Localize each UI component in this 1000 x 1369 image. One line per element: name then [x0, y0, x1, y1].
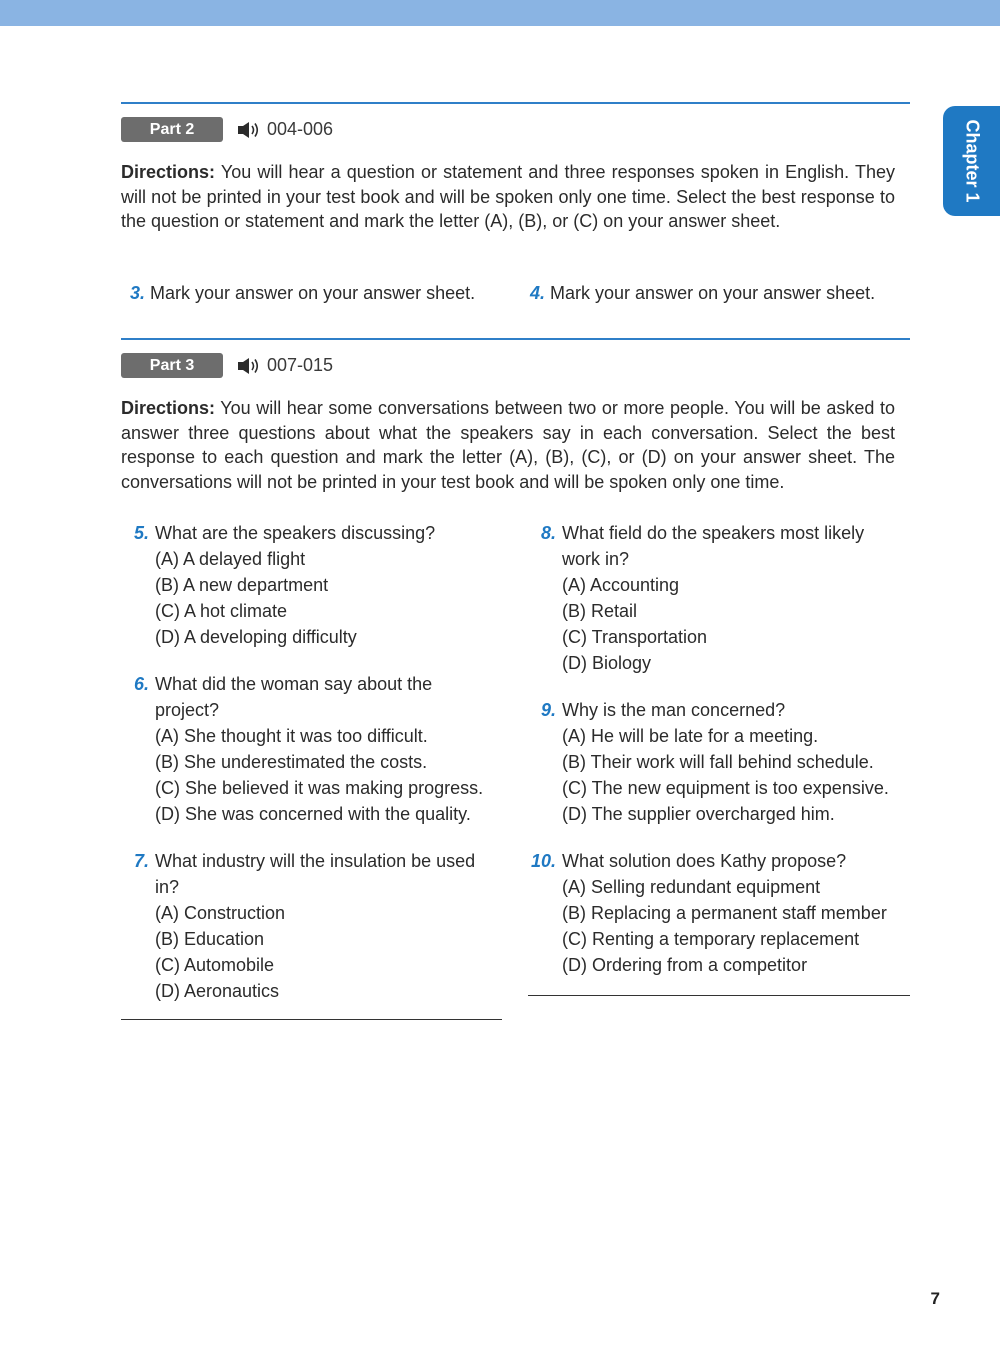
- option-c: (C) Transportation: [562, 627, 708, 647]
- part3-directions: [121, 396, 895, 494]
- option-c: (C) She believed it was making progress.: [155, 778, 484, 798]
- question-text: What solution does Kathy propose?: [562, 851, 847, 871]
- option-b: (B) Retail: [562, 601, 638, 621]
- question-text-continued: project?: [155, 700, 220, 720]
- option-c: (C) Automobile: [155, 955, 275, 975]
- question-3: [130, 281, 475, 305]
- speaker-icon: [237, 357, 261, 375]
- speaker-icon: [237, 121, 261, 139]
- part2-directions-label: Directions:: [121, 162, 216, 182]
- question-text: Why is the man concerned?: [562, 700, 786, 720]
- part2-divider: [121, 102, 910, 104]
- left-column-end-rule: [121, 1019, 502, 1020]
- option-a: (A) She thought it was too difficult.: [155, 726, 428, 746]
- question-number: 3.: [130, 283, 146, 303]
- question-number: 8.: [540, 523, 556, 543]
- option-d: (D) She was concerned with the quality.: [155, 804, 471, 824]
- option-a: (A) Selling redundant equipment: [562, 877, 821, 897]
- part3-divider: [121, 338, 910, 340]
- option-a: (A) He will be late for a meeting.: [562, 726, 819, 746]
- question-text-continued: in?: [155, 877, 180, 897]
- part2-track-number: 004-006: [267, 119, 334, 139]
- part3-track-number: 007-015: [267, 355, 334, 375]
- option-c: (C) Renting a temporary replacement: [562, 929, 860, 949]
- part2-audio[interactable]: [237, 117, 333, 142]
- question-text: Mark your answer on your answer sheet.: [550, 283, 876, 303]
- option-d: (D) The supplier overcharged him.: [562, 804, 835, 824]
- question-number: 10.: [530, 851, 556, 871]
- question-number: 9.: [540, 700, 556, 720]
- part2-directions-text: You will hear a question or statement and three responses spoken in English. They will not be printed in your test book and will be spoken only one time. Select the best response to the question or statement and mark the letter (A), (B), or (C) on your answer sheet.: [121, 162, 895, 231]
- option-b: (B) Education: [155, 929, 265, 949]
- chapter-tab-label: Chapter 1: [962, 119, 982, 203]
- option-b: (B) A new department: [155, 575, 329, 595]
- top-color-bar: [0, 0, 1000, 26]
- question-text: What did the woman say about the: [155, 674, 433, 694]
- option-c: (C) The new equipment is too expensive.: [562, 778, 889, 798]
- question-text: What industry will the insulation be used: [155, 851, 476, 871]
- question-4: [530, 281, 875, 305]
- option-d: (D) Ordering from a competitor: [562, 955, 808, 975]
- question-text-continued: work in?: [562, 549, 630, 569]
- question-text: What are the speakers discussing?: [155, 523, 436, 543]
- page-number: 7: [930, 1289, 940, 1308]
- question-text: Mark your answer on your answer sheet.: [150, 283, 476, 303]
- question-number: 5.: [133, 523, 149, 543]
- part3-badge: Part 3: [121, 353, 223, 378]
- part3-directions-label: Directions:: [121, 398, 216, 418]
- option-b: (B) Replacing a permanent staff member: [562, 903, 887, 923]
- right-column-end-rule: [528, 995, 910, 996]
- part3-directions-text: You will hear some conversations between two or more people. You will be asked to answer three questions about what the speakers say in each conversation. Select the best response to each question and mark the letter (A), (B), (C), or (D) on your answer sheet. The conversations will not be printed in your test book and will be spoken only one time.: [121, 398, 895, 492]
- question-number: 6.: [133, 674, 149, 694]
- option-a: (A) A delayed flight: [155, 549, 306, 569]
- chapter-tab: [943, 106, 1000, 216]
- part2-directions: [121, 160, 895, 234]
- option-d: (D) Biology: [562, 653, 652, 673]
- part2-badge: Part 2: [121, 117, 223, 142]
- question-number: 7.: [133, 851, 149, 871]
- option-d: (D) A developing difficulty: [155, 627, 357, 647]
- option-b: (B) Their work will fall behind schedule.: [562, 752, 874, 772]
- option-a: (A) Accounting: [562, 575, 680, 595]
- option-c: (C) A hot climate: [155, 601, 288, 621]
- question-text: What field do the speakers most likely: [562, 523, 865, 543]
- option-a: (A) Construction: [155, 903, 286, 923]
- part3-audio[interactable]: [237, 353, 333, 378]
- question-number: 4.: [530, 283, 546, 303]
- option-b: (B) She underestimated the costs.: [155, 752, 428, 772]
- option-d: (D) Aeronautics: [155, 981, 280, 1001]
